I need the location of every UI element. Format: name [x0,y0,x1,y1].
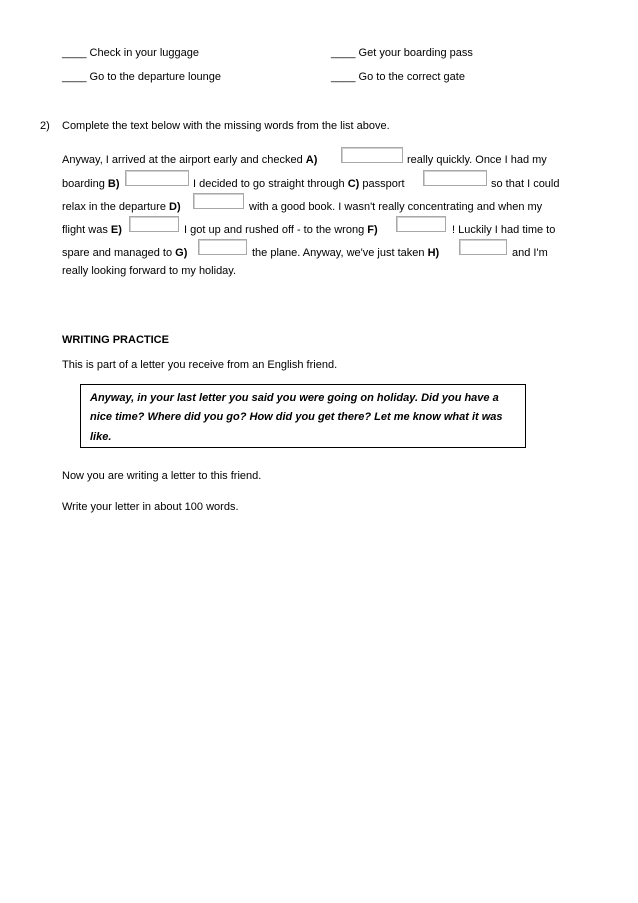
exercise-instruction: Complete the text below with the missing words from the list above. [62,120,390,132]
gapfill-text: really quickly. Once I had my [407,154,547,166]
gap-label-e: E) [110,224,122,236]
task-text: Get your boarding pass [358,47,473,59]
gapfill-text: so that I could [491,178,560,190]
gap-input-f[interactable] [396,216,446,232]
gap-label-a: A) [305,154,318,166]
letter-line: nice time? Where did you go? How did you get there? Let me know what it was [90,411,503,423]
task-text: Go to the departure lounge [89,71,222,83]
writing-instruction-2: Write your letter in about 100 words. [62,501,239,513]
task-item-boarding-pass [331,46,473,60]
gap-input-a[interactable] [341,147,403,163]
gap-label-d: D) [169,201,181,213]
task-blank: ____ [62,71,87,83]
writing-instruction-1: Now you are writing a letter to this friend. [62,470,262,482]
gap-input-b[interactable] [125,170,189,186]
task-blank: ____ [331,47,356,59]
gap-label-f: F) [367,224,378,236]
gap-label-g: G) [175,247,188,259]
gapfill-line-4 [62,223,122,237]
letter-excerpt-box [80,384,526,448]
gap-input-c[interactable] [423,170,487,186]
gapfill-text: flight was [62,224,108,236]
gap-input-e[interactable] [129,216,179,232]
gapfill-text: relax in the departure [62,201,166,213]
gapfill-line-3 [62,200,181,214]
gapfill-line-5 [62,246,187,260]
gapfill-line-2 [62,177,120,191]
task-item-departure-lounge [62,70,221,84]
gapfill-text: boarding [62,178,105,190]
letter-line: Anyway, in your last letter you said you were going on holiday. Did you have a [90,392,499,404]
task-item-correct-gate [331,70,465,84]
gap-label-c: C) [347,178,360,190]
gapfill-text: and I'm [512,247,548,259]
gapfill-text: spare and managed to [62,247,173,259]
exercise-number: 2) [40,120,50,132]
gapfill-line-5-cont [252,246,439,260]
gap-input-h[interactable] [459,239,507,255]
task-item-check-in [62,46,199,60]
gap-label-h: H) [427,247,440,259]
gapfill-text: I decided to go straight through [193,178,345,190]
gapfill-text: I got up and rushed off - to the wrong [184,224,365,236]
gap-label-b: B) [107,178,120,190]
gap-input-g[interactable] [198,239,247,255]
gapfill-text: ! Luckily I had time to [452,224,556,236]
gapfill-line-4-cont [184,223,378,237]
letter-line: like. [90,431,112,443]
gapfill-text: passport [362,178,405,190]
gapfill-text: the plane. Anyway, we've just taken [252,247,425,259]
gapfill-line-1 [62,153,317,167]
gap-input-d[interactable] [193,193,244,209]
gapfill-line-2-cont [193,177,405,191]
writing-heading: WRITING PRACTICE [62,334,169,346]
writing-intro: This is part of a letter you receive from an English friend. [62,359,338,371]
task-blank: ____ [331,71,356,83]
gapfill-line-6: really looking forward to my holiday. [62,265,237,277]
task-text: Go to the correct gate [358,71,465,83]
task-blank: ____ [62,47,87,59]
gapfill-text: Anyway, I arrived at the airport early and checked [62,154,303,166]
gapfill-text: with a good book. I wasn't really concentrating and when my [249,201,543,213]
task-text: Check in your luggage [89,47,200,59]
